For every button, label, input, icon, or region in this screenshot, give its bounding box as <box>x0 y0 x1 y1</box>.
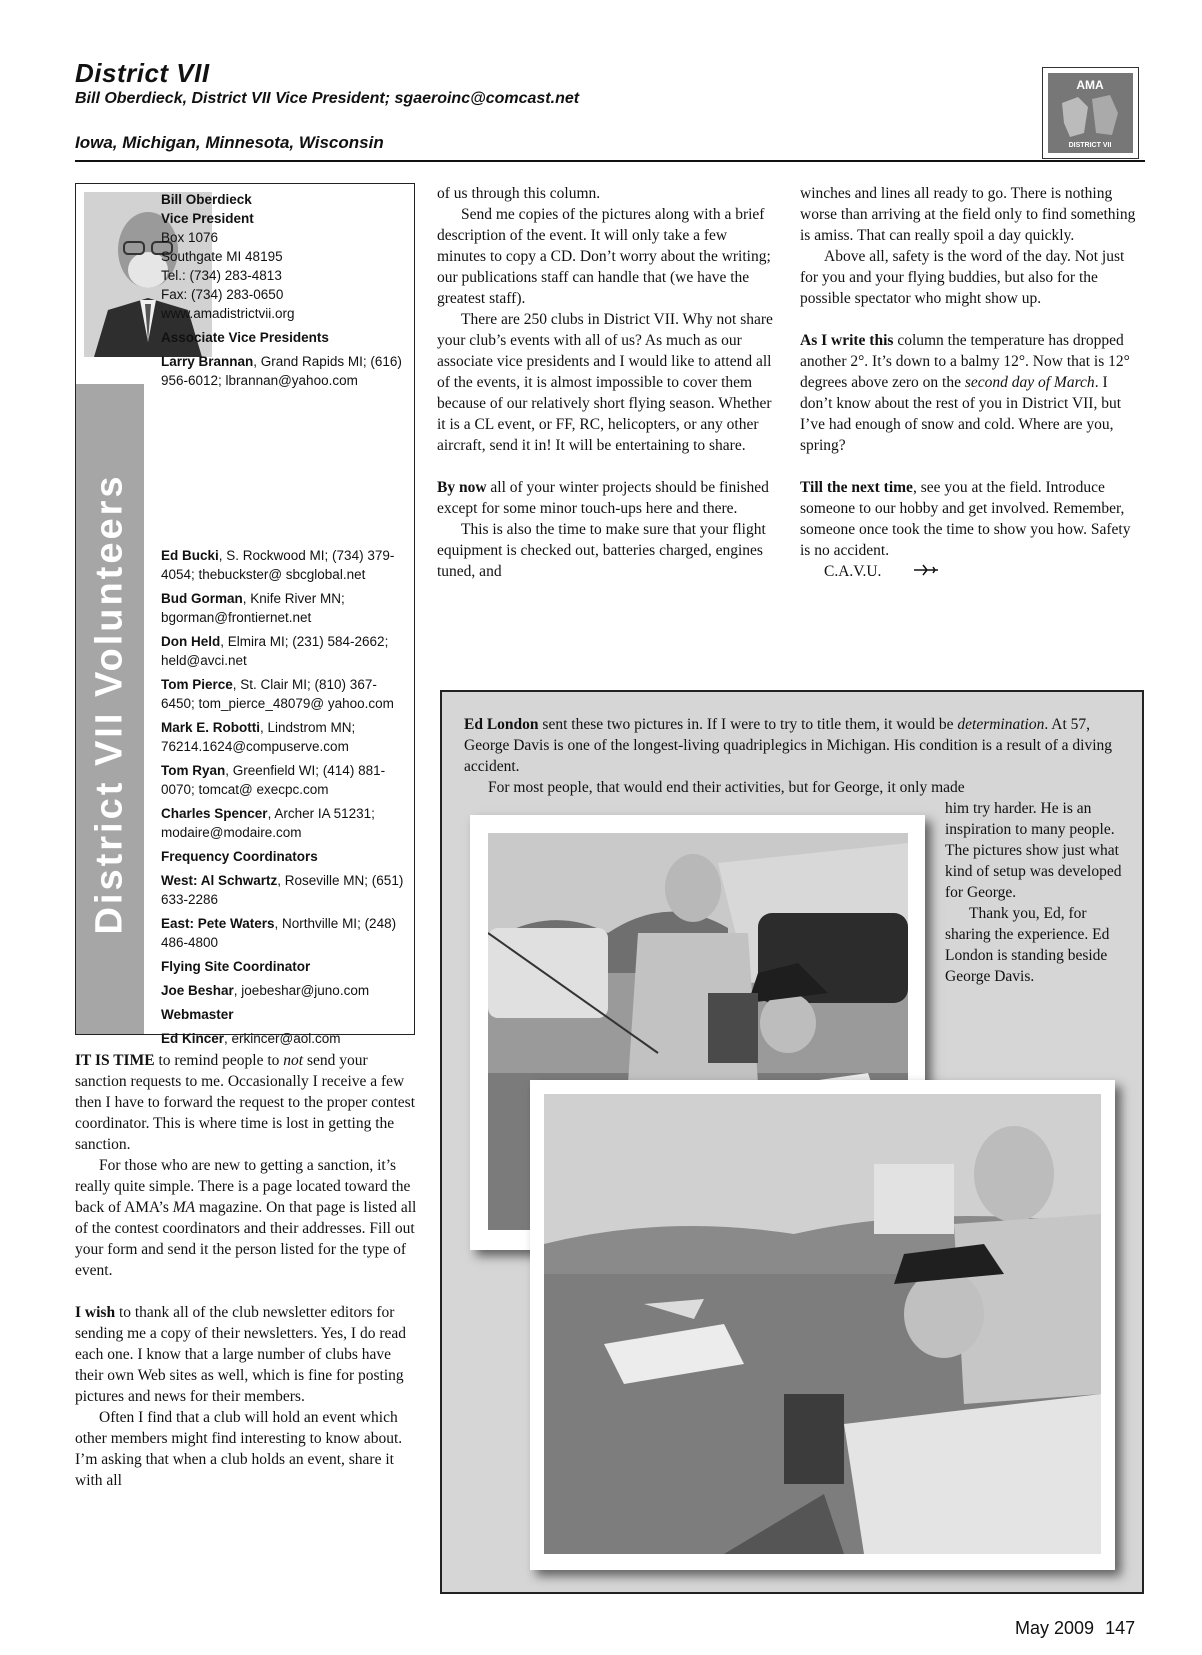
vp-title: Vice President <box>161 211 254 226</box>
paragraph: This is also the time to make sure that your flight equipment is checked out, batteries charged, engines tuned, and <box>437 521 766 580</box>
paragraph: For those who are new to getting a sanction, it’s really quite simple. There is a page located toward the back of AMA’s MA magazine. On that page is listed all of the contest coordinators and their addresses. Fill out your form and send it the person listed for the type of event. <box>75 1157 417 1279</box>
volunteer-entry: West: Al Schwartz, Roseville MN; (651) 633-2286 <box>161 873 404 907</box>
paragraph: winches and lines all ready to go. There is nothing worse than arriving at the field only to find something is amiss. That can really spoil a day quickly. <box>800 185 1136 244</box>
volunteer-entry: Ed Kincer, erkincer@aol.com <box>161 1031 341 1046</box>
feature-side-text <box>945 798 1130 987</box>
web-heading: Webmaster <box>161 1007 234 1022</box>
paragraph: IT IS TIME to remind people to not send your sanction requests to me. Occasionally I receive a few then I have to forward the request to the proper contest coordinator. This is where time is lost in getting the sanction. <box>75 1052 416 1153</box>
paragraph: For most people, that would end their activities, but for George, it only made <box>488 779 965 796</box>
page-footer <box>1015 1618 1135 1639</box>
volunteer-entry: Mark E. Robotti, Lindstrom MN; 76214.1624@compuserve.com <box>161 720 356 754</box>
vp-address-line: Box 1076 <box>161 230 219 245</box>
volunteer-entry: East: Pete Waters, Northville MI; (248) 486-4800 <box>161 916 397 950</box>
vp-fax: Fax: (734) 283-0650 <box>161 287 284 302</box>
issue-date: May 2009 <box>1015 1618 1095 1638</box>
district-vii-logo <box>1042 67 1139 159</box>
airplane-icon <box>889 562 939 583</box>
feature-intro <box>464 714 1124 798</box>
vp-name: Bill Oberdieck <box>161 192 252 207</box>
volunteers-box <box>75 183 415 1046</box>
section-byline: Bill Oberdieck, District VII Vice President; sgaeroinc@comcast.net <box>75 90 580 107</box>
volunteers-side-band <box>76 384 144 1034</box>
paragraph: I wish to thank all of the club newsletter editors for sending me a copy of their newsletters. Yes, I do read each one. I know that a large number of clubs have their own Web sites as well, which is fine for posting pictures and news for their members. <box>75 1304 407 1405</box>
paragraph: By now all of your winter projects should be finished except for some minor touch-ups here and there. <box>437 479 769 517</box>
volunteer-entry: Don Held, Elmira MI; (231) 584-2662; held@avci.net <box>161 634 389 668</box>
svg-text:DISTRICT VII: DISTRICT VII <box>1068 142 1112 149</box>
volunteer-entry: Charles Spencer, Archer IA 51231; modaire@modaire.com <box>161 806 375 840</box>
header-divider <box>75 160 1145 162</box>
paragraph: Till the next time, see you at the field. Introduce someone to our hobby and get involved. Remember, someone once took the time to show you how. Safety is no accident. <box>800 479 1131 559</box>
volunteer-list <box>161 190 406 390</box>
column-3 <box>800 183 1140 583</box>
paragraph: As I write this column the temperature has dropped another 2°. It’s down to a balmy 12°. Now that is 12° degrees above zero on the second day of March. I don’t know about the rest of you in District VII, but I’ve had enough of snow and cold. Where are you, spring? <box>800 332 1130 454</box>
volunteer-entry: Bud Gorman, Knife River MN; bgorman@frontiernet.net <box>161 591 345 625</box>
paragraph: of us through this column. <box>437 185 601 202</box>
page-number: 147 <box>1105 1618 1136 1638</box>
photo-george-davis-2 <box>530 1080 1115 1570</box>
paragraph: Send me copies of the pictures along with a brief description of the event. It will only take a few minutes to copy a CD. Don’t worry about the writing; our publications staff can handle that (we have the greatest staff). <box>437 206 771 307</box>
section-title: District VII <box>75 58 210 88</box>
paragraph: Thank you, Ed, for sharing the experience. Ed London is standing beside George Davis. <box>945 905 1110 985</box>
volunteer-entry: Ed Bucki, S. Rockwood MI; (734) 379-4054; thebuckster@ sbcglobal.net <box>161 548 395 582</box>
paragraph: There are 250 clubs in District VII. Why not share your club’s events with all of us? As much as our associate vice presidents and I would like to attend all of the events, it is almost impossible to cover them because of our relatively short flying season. Whether it is a CL event, or FF, RC, helicopters, or any other aircraft, send it in! It will be entertaining to share. <box>437 311 773 454</box>
avp-heading: Associate Vice Presidents <box>161 330 329 345</box>
vp-phone: Tel.: (734) 283-4813 <box>161 268 282 283</box>
svg-text:AMA: AMA <box>1076 78 1104 92</box>
sign-off: C.A.V.U. <box>800 561 1140 583</box>
vp-website: www.amadistrictvii.org <box>161 306 295 321</box>
paragraph: Often I find that a club will hold an event which other members might find interesting to know about. I’m asking that when a club holds an event, share it with all <box>75 1409 403 1489</box>
vp-address-line: Southgate MI 48195 <box>161 249 283 264</box>
column-1 <box>75 1050 420 1491</box>
volunteer-list-lower <box>161 546 406 1048</box>
freq-heading: Frequency Coordinators <box>161 849 318 864</box>
site-heading: Flying Site Coordinator <box>161 959 311 974</box>
volunteers-side-label: District VII Volunteers <box>88 473 131 935</box>
paragraph: Above all, safety is the word of the day. Not just for you and your flying buddies, but also for the possible spectator who might show up. <box>800 248 1125 307</box>
volunteer-entry: Larry Brannan, Grand Rapids MI; (616) 956-6012; lbrannan@yahoo.com <box>161 354 402 388</box>
volunteer-entry: Joe Beshar, joebeshar@juno.com <box>161 983 370 998</box>
volunteer-entry: Tom Ryan, Greenfield WI; (414) 881-0070; tomcat@ execpc.com <box>161 763 386 797</box>
paragraph: Ed London sent these two pictures in. If I were to try to title them, it would be determination. At 57, George Davis is one of the longest-living quadriplegics in Michigan. His condition is a result of a diving accident. <box>464 716 1113 775</box>
column-2 <box>437 183 777 582</box>
section-states: Iowa, Michigan, Minnesota, Wisconsin <box>75 133 384 152</box>
volunteer-entry: Tom Pierce, St. Clair MI; (810) 367-6450; tom_pierce_48079@ yahoo.com <box>161 677 394 711</box>
paragraph: him try harder. He is an inspiration to many people. The pictures show just what kind of setup was developed for George. <box>945 800 1122 901</box>
